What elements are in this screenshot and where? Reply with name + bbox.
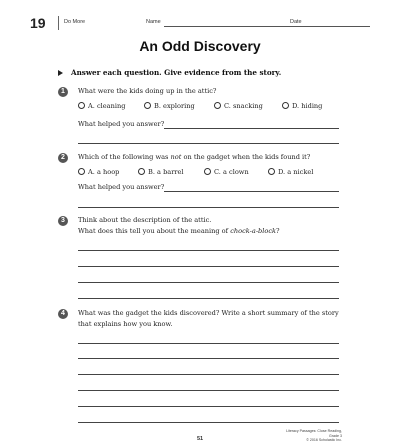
answer-line[interactable] [78,207,339,208]
choice[interactable]: A. a hoop [78,168,119,176]
answer-line[interactable] [78,266,339,267]
answer-line[interactable] [78,358,339,359]
question-1-number: 1 [58,87,68,97]
choice[interactable]: C. a clown [204,168,249,176]
answer-line[interactable] [78,390,339,391]
radio-circle-icon[interactable] [144,102,151,109]
radio-circle-icon[interactable] [138,168,145,175]
choice[interactable]: A. cleaning [78,102,125,110]
header-divider [58,16,59,30]
answer-line[interactable] [164,128,339,129]
name-line [164,26,314,27]
question-4-text: What was the gadget the kids discovered? Write a short summary of the story that explains how you know. [78,309,339,328]
answer-line[interactable] [78,374,339,375]
header-page-number: 19 [30,15,46,31]
question-3-text: Think about the description of the attic. What does this tell you about the meaning of chock-a-block? [78,216,280,235]
radio-circle-icon[interactable] [282,102,289,109]
radio-circle-icon[interactable] [78,102,85,109]
radio-circle-icon[interactable] [78,168,85,175]
answer-line[interactable] [164,191,339,192]
answer-line[interactable] [78,143,339,144]
answer-line[interactable] [78,250,339,251]
answer-line[interactable] [78,406,339,407]
question-2-followup: What helped you answer? [78,183,165,191]
choice[interactable]: B. a barrel [138,168,184,176]
radio-circle-icon[interactable] [268,168,275,175]
footer-page-number: 51 [196,436,204,442]
answer-line[interactable] [78,282,339,283]
footer-credit: Literacy Passages: Close Reading, Grade 3 © 2016 Scholastic Inc. [286,429,342,442]
date-label: Date [290,19,302,25]
instructions [58,68,281,77]
name-label: Name [146,19,161,25]
radio-circle-icon[interactable] [204,168,211,175]
answer-line[interactable] [78,298,339,299]
date-line [305,26,370,27]
radio-circle-icon[interactable] [214,102,221,109]
page-header [30,16,380,30]
question-2-number: 2 [58,153,68,163]
header-section-label: Do More [64,19,86,25]
answer-line[interactable] [78,343,339,344]
question-1-followup: What helped you answer? [78,120,165,128]
choice[interactable]: D. a nickel [268,168,313,176]
question-2-text: Which of the following was not on the gadget when the kids found it? [78,153,311,161]
question-4-number: 4 [58,309,68,319]
choice[interactable]: B. exploring [144,102,195,110]
page-title: An Odd Discovery [139,38,261,54]
question-1-text: What were the kids doing up in the attic? [78,87,217,95]
choice[interactable]: D. hiding [282,102,322,110]
instructions-text: Answer each question. Give evidence from the story. [71,68,282,77]
question-3-number: 3 [58,216,68,226]
arrow-icon [58,70,63,76]
answer-line[interactable] [78,422,339,423]
choice[interactable]: C. snacking [214,102,263,110]
